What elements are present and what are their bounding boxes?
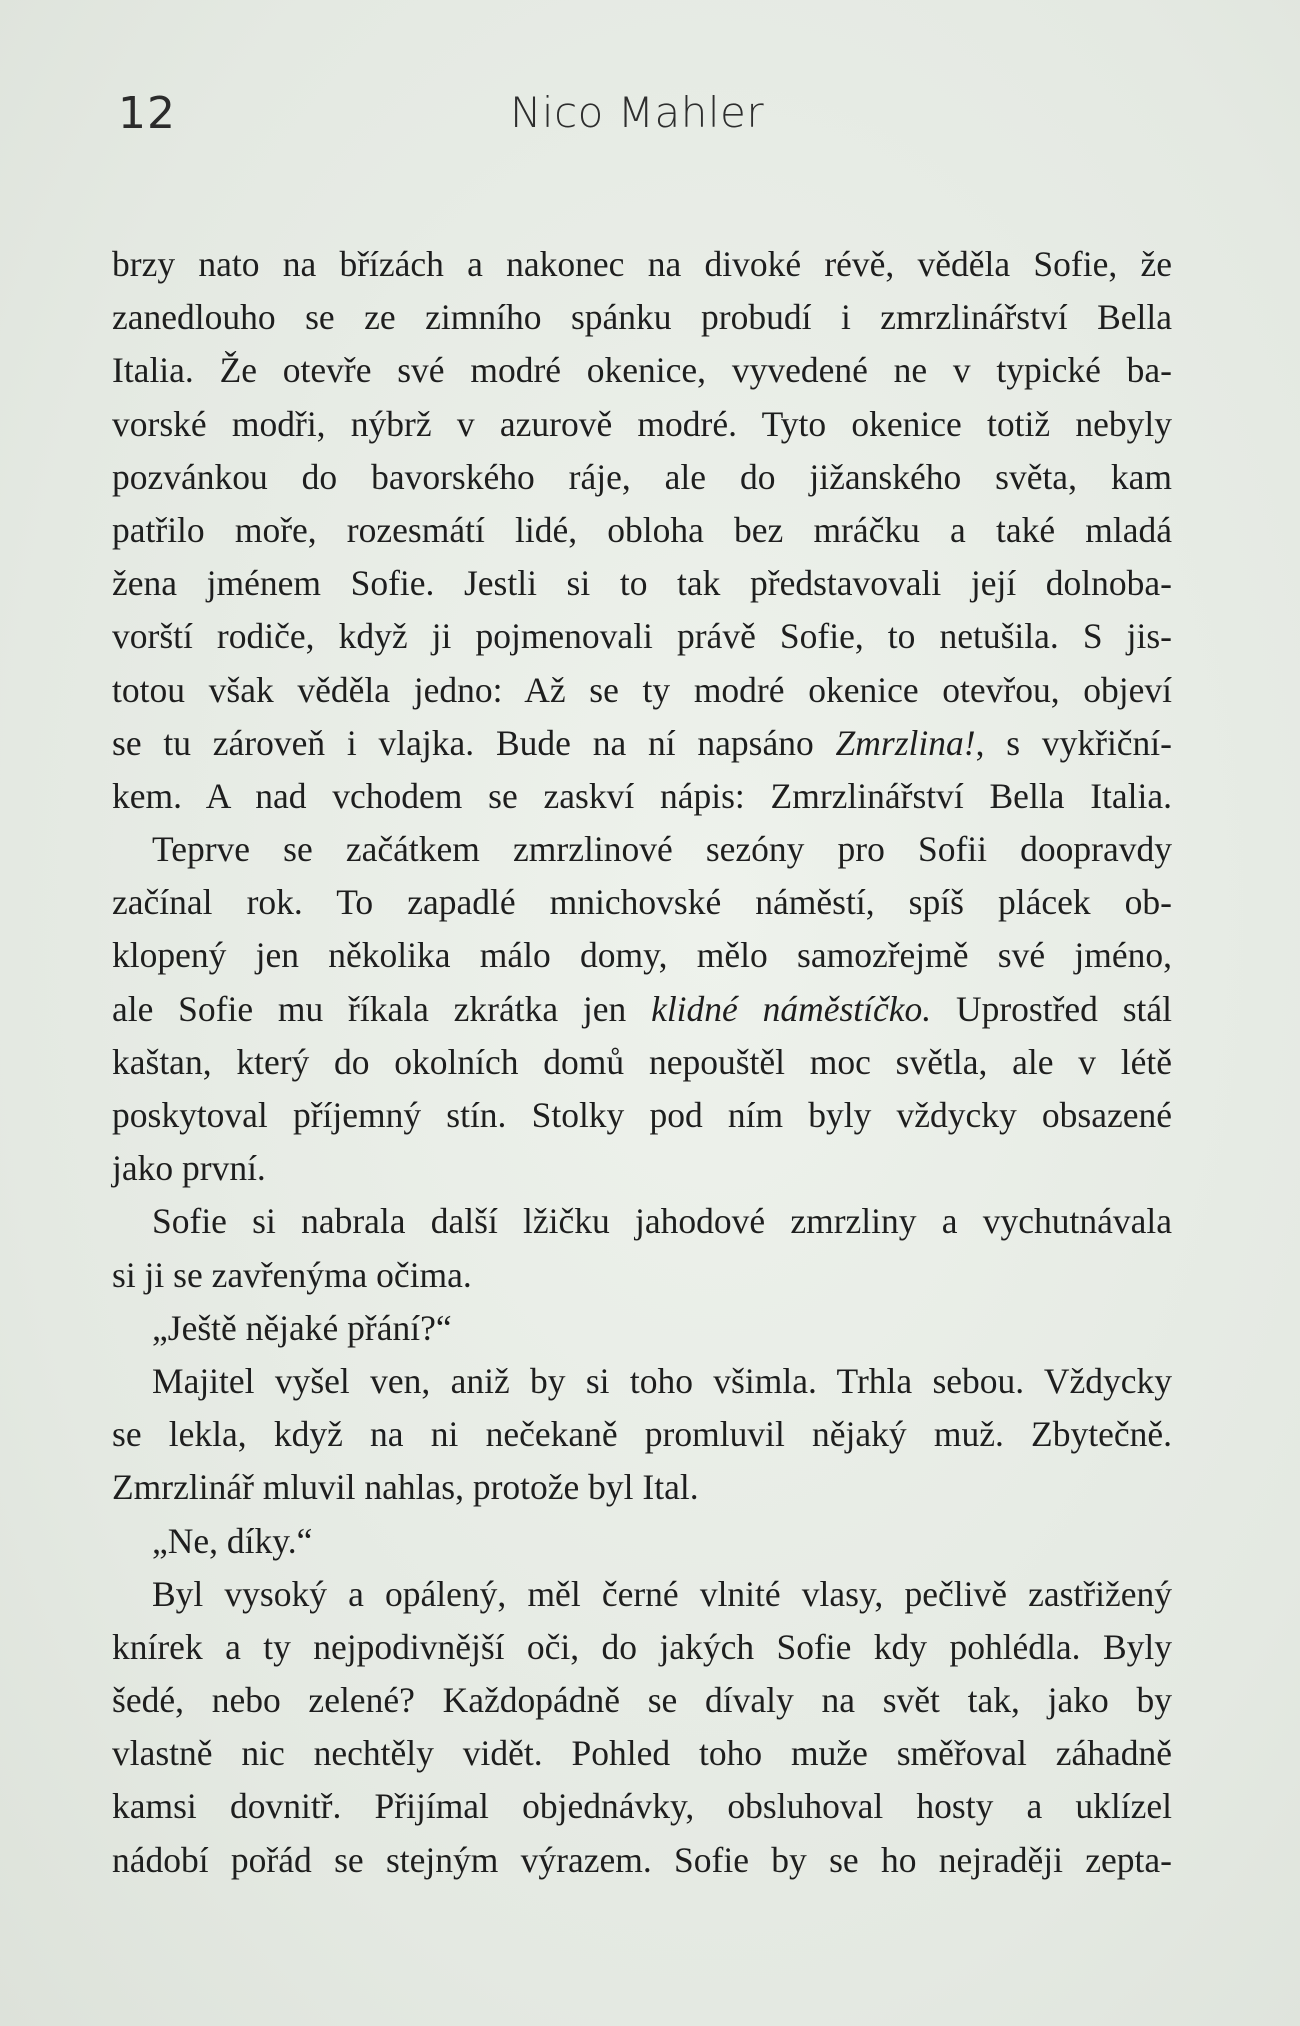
text-line: zanedlouho se ze zimního spánku probudí i zmrzlinářství Bella (112, 297, 1172, 338)
text-segment: , s vykřiční- (975, 722, 1172, 763)
text-line: šedé, nebo zelené? Každopádně se dívaly na svět tak, jako by (112, 1680, 1172, 1721)
text-line: vorští rodiče, když ji pojmenovali právě Sofie, to netušila. S jis- (112, 616, 1172, 657)
text-line: jako první. (112, 1148, 266, 1189)
text-line: Italia. Že otevře své modré okenice, vyvedené ne v typické ba- (112, 350, 1172, 391)
text-line: vorské modři, nýbrž v azurově modré. Tyto okenice totiž nebyly (112, 403, 1172, 444)
text-line (112, 983, 1172, 1036)
text-line: Teprve se začátkem zmrzlinové sezóny pro Sofii doopravdy (152, 829, 1172, 870)
text-line: kaštan, který do okolních domů nepouštěl moc světla, ale v létě (112, 1041, 1172, 1082)
text-line: brzy nato na břízách a nakonec na divoké révě, věděla Sofie, že (112, 244, 1172, 284)
text-line: knírek a ty nejpodivnější oči, do jakých Sofie kdy pohlédla. Byly (112, 1626, 1172, 1667)
running-head-author: Nico Mahler (510, 88, 765, 137)
text-line: Majitel vyšel ven, aniž by si toho všimla. Trhla sebou. Vždycky (152, 1360, 1172, 1401)
text-line: kem. A nad vchodem se zaskví nápis: Zmrzlinářství Bella Italia. (112, 775, 1172, 816)
text-line: patřilo moře, rozesmátí lidé, obloha bez mráčku a také mladá (112, 509, 1172, 550)
text-line (112, 717, 1172, 770)
text-line: nádobí pořád se stejným výrazem. Sofie by se ho nejraději zepta- (112, 1839, 1172, 1880)
text-line: pozvánkou do bavorského ráje, ale do jižanského světa, kam (112, 456, 1172, 497)
page-number: 12 (118, 88, 176, 139)
text-line: Byl vysoký a opálený, měl černé vlnité vlasy, pečlivě zastřižený (152, 1573, 1172, 1614)
text-line: Zmrzlinář mluvil nahlas, protože byl Ital. (112, 1467, 699, 1508)
italic-phrase: Zmrzlina! (835, 722, 976, 763)
italic-phrase: klidné náměstíčko. (651, 988, 932, 1029)
text-line: „Ne, díky.“ (152, 1520, 313, 1561)
text-line: Sofie si nabrala další lžičku jahodové zmrzliny a vychutnávala (152, 1201, 1172, 1242)
text-line: poskytoval příjemný stín. Stolky pod ním byly vždycky obsazené (112, 1095, 1172, 1135)
text-line: totou však věděla jedno: Až se ty modré okenice otevřou, objeví (112, 669, 1172, 710)
text-line: vlastně nic nechtěly vidět. Pohled toho muže směřoval záhadně (112, 1733, 1172, 1774)
text-line: začínal rok. To zapadlé mnichovské náměstí, spíš plácek ob- (112, 882, 1172, 923)
text-segment: se tu zároveň i vlajka. Bude na ní napsáno (112, 722, 836, 763)
text-line: se lekla, když na ni nečekaně promluvil nějaký muž. Zbytečně. (112, 1414, 1172, 1455)
text-segment: ale Sofie mu říkala zkrátka jen (112, 988, 652, 1029)
body-text (112, 238, 1172, 1887)
page-header (0, 88, 1300, 148)
text-line: kamsi dovnitř. Přijímal objednávky, obsluhoval hosty a uklízel (112, 1786, 1172, 1827)
text-line: klopený jen několika málo domy, mělo samozřejmě své jméno, (112, 935, 1172, 976)
text-segment: Uprostřed stál (931, 988, 1172, 1029)
text-line: si ji se zavřenýma očima. (112, 1254, 472, 1295)
text-line: žena jménem Sofie. Jestli si to tak představovali její dolnoba- (112, 563, 1172, 604)
text-line: „Ještě nějaké přání?“ (152, 1307, 452, 1348)
